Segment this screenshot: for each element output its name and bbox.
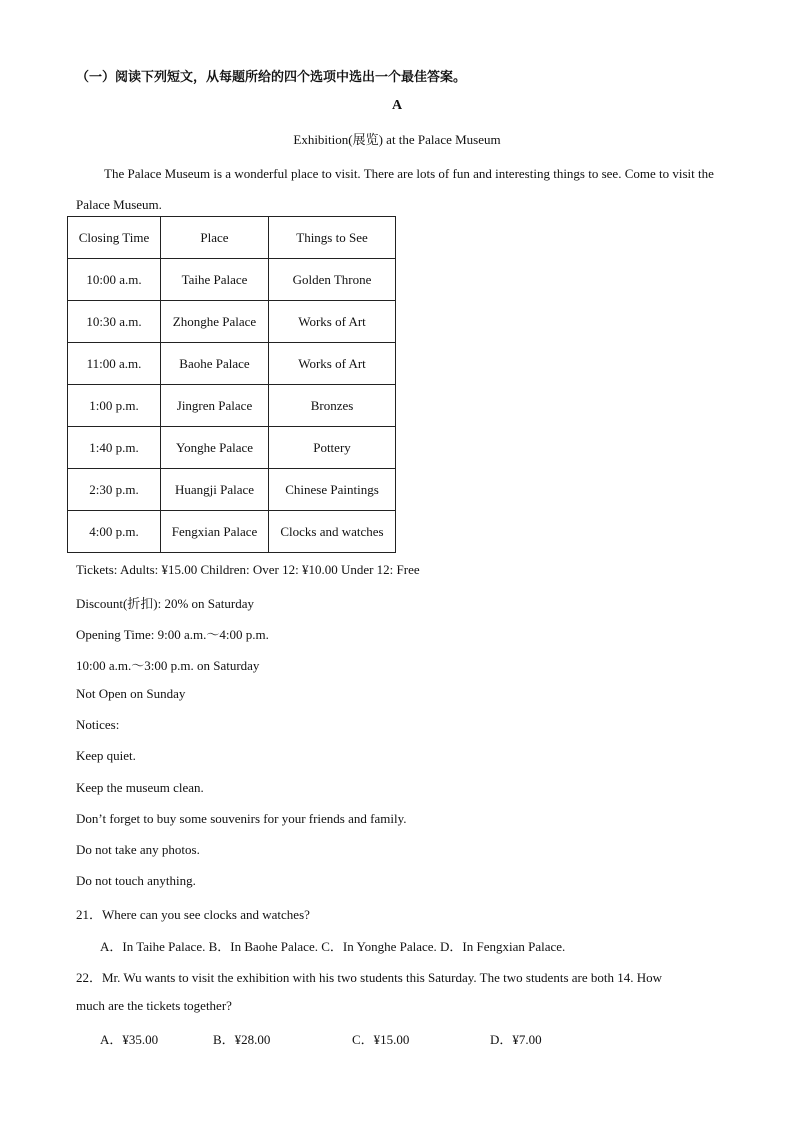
question-22-line1: 22．Mr. Wu wants to visit the exhibition with his two students this Saturday. The two students are both 14. How (76, 970, 663, 985)
header-closing-time: Closing Time (68, 217, 161, 259)
notice-item: Don’t forget to buy some souvenirs for your friends and family. (76, 811, 407, 826)
saturday-hours-line: 10:00 a.m.～3:00 p.m. on Saturday (76, 658, 260, 673)
header-things-to-see: Things to See (269, 217, 396, 259)
cell-time: 10:00 a.m. (68, 259, 161, 301)
question-21: 21．Where can you see clocks and watches? (76, 907, 310, 922)
table-row (68, 259, 396, 301)
cell-time: 4:00 p.m. (68, 511, 161, 553)
cell-things: Golden Throne (269, 259, 396, 301)
cell-time: 1:00 p.m. (68, 385, 161, 427)
passage-title: Exhibition(展览) at the Palace Museum (293, 132, 501, 147)
cell-things: Pottery (269, 427, 396, 469)
table-row (68, 343, 396, 385)
header-place: Place (161, 217, 269, 259)
cell-things: Bronzes (269, 385, 396, 427)
notice-item: Keep the museum clean. (76, 780, 204, 795)
cell-things: Clocks and watches (269, 511, 396, 553)
cell-time: 10:30 a.m. (68, 301, 161, 343)
option-a: A．¥35.00 (100, 1032, 159, 1047)
cell-time: 2:30 p.m. (68, 469, 161, 511)
table-row (68, 427, 396, 469)
table-row (68, 511, 396, 553)
cell-place: Yonghe Palace (161, 427, 269, 469)
opening-time-line: Opening Time: 9:00 a.m.～4:00 p.m. (76, 627, 269, 642)
option-c: C．¥15.00 (352, 1032, 410, 1047)
question-21-options: A．In Taihe Palace. B．In Baohe Palace. C．In Yonghe Palace. D．In Fengxian Palace. (100, 939, 566, 954)
intro-paragraph: The Palace Museum is a wonderful place to visit. There are lots of fun and interesting things to see. Come to visit the Palace Museum. (76, 166, 714, 212)
cell-place: Huangji Palace (161, 469, 269, 511)
cell-time: 1:40 p.m. (68, 427, 161, 469)
notice-item: Do not take any photos. (76, 842, 200, 857)
schedule-table (67, 216, 396, 553)
tickets-line: Tickets: Adults: ¥15.00 Children: Over 12: ¥10.00 Under 12: Free (76, 562, 420, 577)
cell-things: Works of Art (269, 343, 396, 385)
option-b: B．¥28.00 (213, 1032, 271, 1047)
passage-letter: A (391, 98, 403, 113)
table-header-row (68, 217, 396, 259)
notice-item: Keep quiet. (76, 748, 136, 763)
option-d: D．¥7.00 (490, 1032, 542, 1047)
cell-things: Works of Art (269, 301, 396, 343)
section-heading: （一）阅读下列短文，从每题所给的四个选项中选出一个最佳答案。 (76, 70, 467, 85)
cell-place: Jingren Palace (161, 385, 269, 427)
cell-place: Fengxian Palace (161, 511, 269, 553)
sunday-closed-line: Not Open on Sunday (76, 686, 186, 701)
table-row (68, 301, 396, 343)
discount-line: Discount(折扣): 20% on Saturday (76, 596, 255, 611)
cell-place: Baohe Palace (161, 343, 269, 385)
table-row (68, 469, 396, 511)
question-22-line2: much are the tickets together? (76, 998, 232, 1013)
table-row (68, 385, 396, 427)
cell-things: Chinese Paintings (269, 469, 396, 511)
cell-place: Zhonghe Palace (161, 301, 269, 343)
cell-time: 11:00 a.m. (68, 343, 161, 385)
cell-place: Taihe Palace (161, 259, 269, 301)
notices-label: Notices: (76, 717, 120, 732)
notice-item: Do not touch anything. (76, 873, 196, 888)
